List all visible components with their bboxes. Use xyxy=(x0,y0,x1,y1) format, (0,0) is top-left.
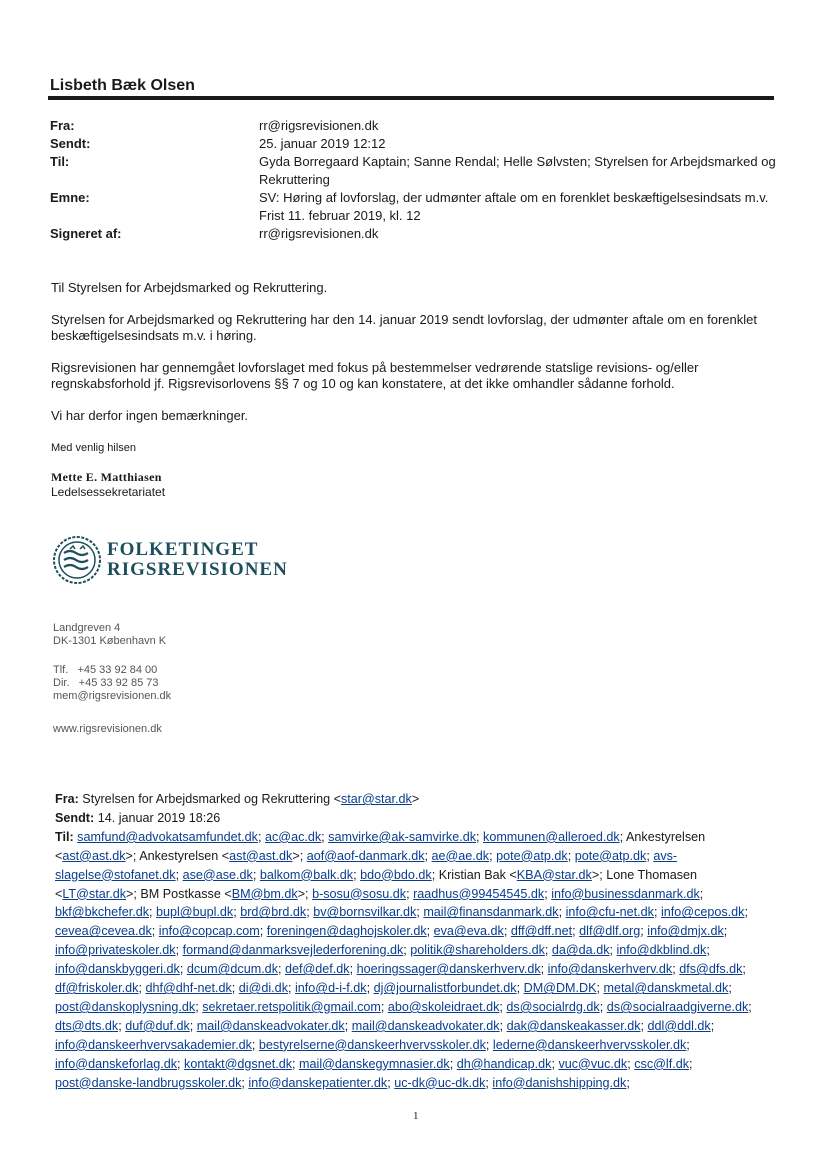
subject-label: Emne: xyxy=(50,190,90,205)
sent-row xyxy=(50,135,780,153)
recipient-email-link[interactable]: da@da.dk xyxy=(551,943,610,958)
address-city: DK-1301 København K xyxy=(53,635,167,647)
signature-department: Ledelsessekretariatet xyxy=(51,485,166,499)
recipient-email-link[interactable]: info@dkblind.dk xyxy=(616,943,707,958)
recipient-email-link[interactable]: samfund@advokatsamfundet.dk xyxy=(77,829,258,844)
body-paragraph-2: Rigsrevisionen har gennemgået lovforslaget med fokus på bestemmelser vedrørende statslige revisions- og/eller regnskabsforhold jf. Rigsrevisorlovens §§ 7 og 10 og kan konstatere, at det ikke omhandler sådanne forhold. xyxy=(51,360,699,391)
recipient-email-link[interactable]: b-sosu@sosu.dk xyxy=(312,886,407,901)
closing: Med venlig hilsen xyxy=(51,442,136,454)
subject-row xyxy=(50,189,780,225)
to-value: Gyda Borregaard Kaptain; Sanne Rendal; Helle Sølvsten; Styrelsen for Arbejdsmarked og Rekruttering xyxy=(259,154,776,187)
recipient-email-link[interactable]: info@copcap.com xyxy=(158,924,260,939)
recipient-email-link[interactable]: ds@socialraadgiverne.dk xyxy=(606,999,749,1014)
fwd-to-row: Til: samfund@advokatsamfundet.dk; ac@ac.dk; samvirke@ak-samvirke.dk; kommunen@alleroed.dk; Ankestyrelsen <ast@ast.dk>; Ankestyrelsen <ast@ast.dk>; aof@aof-danmark.dk; ae@ae.dk; pote@atp.dk; pote@atp.dk; avs-slagelse@stofanet.dk; ase@ase.dk; balkom@balk.dk; bdo@bdo.dk; Kristian Bak <KBA@star.dk>; Lone Thomasen <LT@star.dk>; BM Postkasse <BM@bm.dk>; b-sosu@sosu.dk; raadhus@99454545.dk; info@businessdanmark.dk; bkf@bkchefer.dk; bupl@bupl.dk; brd@brd.dk; bv@bornsvilkar.dk; mail@finansdanmark.dk; info@cfu-net.dk; info@cepos.dk; cevea@cevea.dk; info@copcap.com; foreningen@daghojskoler.dk; eva@eva.dk; dff@dff.net; dlf@dlf.org; info@dmjx.dk; info@privateskoler.dk; formand@danmarksvejlederforening.dk; politik@shareholders.dk; da@da.dk; info@dkblind.dk; info@danskbyggeri.dk; dcum@dcum.dk; def@def.dk; hoeringssager@danskerhverv.dk; info@danskerhverv.dk; dfs@dfs.dk; df@friskoler.dk; dhf@dhf-net.dk; di@di.dk; info@d-i-f.dk; dj@journalistforbundet.dk; DM@DM.DK; metal@danskmetal.dk; post@danskoplysning.dk; sekretaer.retspolitik@gmail.com; abo@skoleidraet.dk; ds@socialrdg.dk; ds@socialraadgiverne.dk; dts@dts.dk; duf@duf.dk; mail@danskeadvokater.dk; mail@danskeadvokater.dk; dak@danskeakasser.dk; ddl@ddl.dk; info@danskeerhvervsakademier.dk; bestyrelserne@danskeerhvervsskoler.dk; lederne@danskeerhvervsskoler.dk; info@danskeforlag.dk; kontakt@dgsnet.dk; mail@danskegymnasier.dk; dh@handicap.dk; vuc@vuc.dk; csc@lf.dk; post@danske-landbrugsskoler.dk; info@danskepatienter.dk; uc-dk@uc-dk.dk; info@danishshipping.dk; xyxy=(55,829,752,1090)
recipient-email-link[interactable]: dff@dff.net xyxy=(510,924,573,939)
from-row xyxy=(50,117,780,135)
recipient-email-link[interactable]: info@cepos.dk xyxy=(660,905,745,920)
recipient-email-link[interactable]: info@danskeerhvervsakademier.dk xyxy=(55,1037,252,1052)
recipient-email-link[interactable]: pote@atp.dk xyxy=(574,848,647,863)
recipient-email-link[interactable]: balkom@balk.dk xyxy=(259,867,354,882)
greeting: Til Styrelsen for Arbejdsmarked og Rekruttering. xyxy=(51,280,328,295)
recipient-email-link[interactable]: info@d-i-f.dk xyxy=(295,981,367,996)
phone-main: Tlf. +45 33 92 84 00 xyxy=(53,664,158,676)
to-label: Til: xyxy=(50,154,70,169)
recipient-email-link[interactable]: kontakt@dgsnet.dk xyxy=(184,1056,293,1071)
recipient-email-link[interactable]: df@friskoler.dk xyxy=(55,981,139,996)
recipient-email-link[interactable]: mail@danskegymnasier.dk xyxy=(299,1056,450,1071)
recipient-email-link[interactable]: kommunen@alleroed.dk xyxy=(483,829,620,844)
recipient-email-link[interactable]: hoeringssager@danskerhverv.dk xyxy=(356,962,541,977)
body-paragraph-3: Vi har derfor ingen bemærkninger. xyxy=(51,408,249,423)
recipient-email-link[interactable]: abo@skoleidraet.dk xyxy=(387,999,500,1014)
recipient-email-link[interactable]: csc@lf.dk xyxy=(634,1056,689,1071)
recipient-email-link[interactable]: bkf@bkchefer.dk xyxy=(55,905,149,920)
recipient-email-link[interactable]: ds@socialrdg.dk xyxy=(506,999,600,1014)
recipient-email-link[interactable]: info@danskerhverv.dk xyxy=(547,962,673,977)
recipient-email-link[interactable]: LT@star.dk xyxy=(62,886,127,901)
fwd-from-row: Fra: Styrelsen for Arbejdsmarked og Rekruttering <star@star.dk> xyxy=(55,792,420,806)
fwd-from-label: Fra: xyxy=(55,792,79,806)
recipient-email-link[interactable]: lederne@danskeerhvervsskoler.dk xyxy=(492,1037,687,1052)
recipient-email-link[interactable]: dts@dts.dk xyxy=(55,1018,119,1033)
recipient-email-link[interactable]: cevea@cevea.dk xyxy=(55,924,152,939)
recipient-email-link[interactable]: avs-slagelse@stofanet.dk xyxy=(55,848,678,882)
address-street: Landgreven 4 xyxy=(53,622,121,634)
recipient-email-link[interactable]: di@di.dk xyxy=(238,981,288,996)
recipient-email-link[interactable]: info@danskbyggeri.dk xyxy=(55,962,180,977)
recipient-email-link[interactable]: dh@handicap.dk xyxy=(456,1056,552,1071)
fwd-sent-row xyxy=(55,809,773,828)
recipient-email-link[interactable]: metal@danskmetal.dk xyxy=(603,981,729,996)
recipient-email-link[interactable]: aof@aof-danmark.dk xyxy=(306,848,425,863)
phone-direct: Dir. +45 33 92 85 73 xyxy=(53,677,159,689)
signed-label: Signeret af: xyxy=(50,226,122,241)
recipient-email-link[interactable]: dj@journalistforbundet.dk xyxy=(373,981,517,996)
recipient-email-link[interactable]: info@danskepatienter.dk xyxy=(248,1075,388,1090)
body-paragraph-1: Styrelsen for Arbejdsmarked og Rekruttering har den 14. januar 2019 sendt lovforslag, der udmønter aftale om en forenklet beskæftigelsesindsats m.v. i høring. xyxy=(51,312,757,343)
recipient-email-link[interactable]: samvirke@ak-samvirke.dk xyxy=(328,829,477,844)
recipient-email-link[interactable]: sekretaer.retspolitik@gmail.com xyxy=(202,999,381,1014)
recipient-email-link[interactable]: dhf@dhf-net.dk xyxy=(145,981,232,996)
recipient-email-link[interactable]: info@privateskoler.dk xyxy=(55,943,176,958)
signature-name: Mette E. Matthiasen xyxy=(51,470,162,484)
recipient-email-link[interactable]: info@dmjx.dk xyxy=(647,924,724,939)
recipient-email-link[interactable]: info@cfu-net.dk xyxy=(565,905,654,920)
recipient-email-link[interactable]: info@businessdanmark.dk xyxy=(551,886,700,901)
signed-value: rr@rigsrevisionen.dk xyxy=(259,226,379,241)
recipient-email-link[interactable]: DM@DM.DK xyxy=(523,981,597,996)
recipient-email-link[interactable]: brd@brd.dk xyxy=(240,905,307,920)
contact-details xyxy=(53,664,171,703)
recipient-email-link[interactable]: dcum@dcum.dk xyxy=(186,962,278,977)
recipient-email-link[interactable]: bupl@bupl.dk xyxy=(156,905,234,920)
recipient-email-link[interactable]: ddl@ddl.dk xyxy=(647,1018,711,1033)
recipient-email-link[interactable]: pote@atp.dk xyxy=(496,848,568,863)
recipient-email-link[interactable]: BM@bm.dk xyxy=(231,886,298,901)
from-value: rr@rigsrevisionen.dk xyxy=(259,118,379,133)
recipient-email-link[interactable]: duf@duf.dk xyxy=(125,1018,190,1033)
fwd-from-email-link[interactable]: star@star.dk xyxy=(340,792,412,806)
recipient-email-link[interactable]: post@danskoplysning.dk xyxy=(55,999,196,1014)
recipient-email-link[interactable]: info@danishshipping.dk xyxy=(492,1075,627,1090)
recipient-email-link[interactable]: ac@ac.dk xyxy=(264,829,322,844)
sent-value: 25. januar 2019 12:12 xyxy=(259,136,386,151)
to-row xyxy=(50,153,780,189)
recipient-email-link[interactable]: dfs@dfs.dk xyxy=(679,962,743,977)
fwd-sent-value: 14. januar 2019 18:26 xyxy=(97,810,221,825)
subject-value: SV: Høring af lovforslag, der udmønter aftale om en forenklet beskæftigelsesindsats m.v. Frist 11. februar 2019, kl. 12 xyxy=(259,190,769,223)
logo-text-rigsrevisionen: RIGSREVISIONEN xyxy=(107,559,288,580)
header-rule xyxy=(48,96,774,100)
recipient-email-link[interactable]: ae@ae.dk xyxy=(431,848,490,863)
recipient-email-link[interactable]: eva@eva.dk xyxy=(433,924,504,939)
signed-row xyxy=(50,225,780,243)
recipient-email-link[interactable]: vuc@vuc.dk xyxy=(558,1056,628,1071)
recipient-email-link[interactable]: ase@ase.dk xyxy=(182,867,253,882)
postal-address xyxy=(53,622,166,648)
website: www.rigsrevisionen.dk xyxy=(53,723,162,735)
mailbox-owner-name: Lisbeth Bæk Olsen xyxy=(50,77,195,94)
from-label: Fra: xyxy=(50,118,75,133)
contact-email: mem@rigsrevisionen.dk xyxy=(53,690,172,702)
recipient-email-link[interactable]: mail@danskeadvokater.dk xyxy=(351,1018,500,1033)
recipient-email-link[interactable]: dak@danskeakasser.dk xyxy=(506,1018,641,1033)
recipient-email-link[interactable]: ast@ast.dk xyxy=(229,848,293,863)
forwarded-message xyxy=(55,790,773,1093)
recipient-email-link[interactable]: dlf@dlf.org xyxy=(579,924,641,939)
recipient-email-link[interactable]: bestyrelserne@danskeerhvervsskoler.dk xyxy=(258,1037,486,1052)
fwd-from-name: Styrelsen for Arbejdsmarked og Rekruttering xyxy=(82,792,331,806)
email-header xyxy=(50,117,780,243)
sent-label: Sendt: xyxy=(50,136,91,151)
recipient-email-link[interactable]: KBA@star.dk xyxy=(516,867,592,882)
recipient-email-link[interactable]: raadhus@99454545.dk xyxy=(413,886,545,901)
recipient-email-link[interactable]: bv@bornsvilkar.dk xyxy=(313,905,417,920)
recipient-email-link[interactable]: ast@ast.dk xyxy=(62,848,126,863)
recipient-email-link[interactable]: mail@finansdanmark.dk xyxy=(423,905,559,920)
fwd-sent-label: Sendt: xyxy=(55,810,95,825)
recipient-email-link[interactable]: politik@shareholders.dk xyxy=(410,943,545,958)
logo-text-folketinget: FOLKETINGET xyxy=(107,539,259,560)
recipient-email-link[interactable]: info@danskeforlag.dk xyxy=(55,1056,178,1071)
recipient-email-link[interactable]: formand@danmarksvejlederforening.dk xyxy=(182,943,404,958)
recipient-email-link[interactable]: bdo@bdo.dk xyxy=(360,867,432,882)
recipient-email-link[interactable]: uc-dk@uc-dk.dk xyxy=(394,1075,486,1090)
recipient-email-link[interactable]: def@def.dk xyxy=(285,962,350,977)
recipient-email-link[interactable]: mail@danskeadvokater.dk xyxy=(196,1018,345,1033)
page-number: 1 xyxy=(413,1110,419,1122)
folketinget-seal-icon xyxy=(52,535,102,585)
recipient-email-link[interactable]: foreningen@daghojskoler.dk xyxy=(266,924,427,939)
fwd-to-label: Til: xyxy=(55,829,74,844)
recipient-email-link[interactable]: post@danske-landbrugsskoler.dk xyxy=(55,1075,242,1090)
